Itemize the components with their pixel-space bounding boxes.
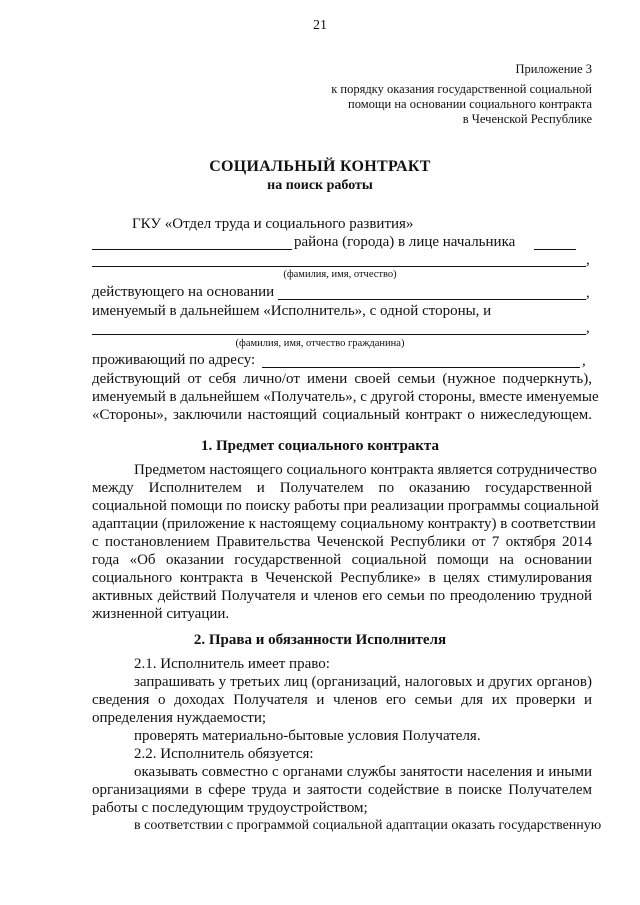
s1-line-9: жизненной ситуации. — [92, 606, 230, 622]
s1-line-7: социального контракта в Чеченской Республике» в целях стимулирования — [92, 570, 592, 586]
appendix-label: Приложение 3 — [515, 62, 592, 76]
preamble-line-3: «Стороны», заключили настоящий социальный контракт о нижеследующем. — [92, 407, 592, 423]
right-line-1: запрашивать у третьих лиц (организаций, налоговых и других органов) — [134, 674, 592, 690]
s1-line-4: адаптации (приложение к настоящему социальному контракту) в соответствии — [92, 516, 596, 532]
head-fio-line — [92, 266, 586, 267]
preamble-line-1: действующий от себя лично/от имени своей семьи (нужное подчеркнуть), — [92, 371, 592, 387]
s1-line-5: с постановлением Правительства Чеченской Республики от 7 октября 2014 — [92, 534, 592, 550]
district-line-text: района (города) в лице начальника — [294, 234, 516, 250]
last-line: в соответствии с программой социальной адаптации оказать государственную — [134, 818, 602, 833]
address-blank — [262, 367, 580, 368]
duty-line-3: работы с последующим трудоустройством; — [92, 800, 368, 816]
contract-subtitle: на поиск работы — [267, 178, 373, 193]
citizen-fio-line — [92, 334, 586, 335]
right-line-2: сведения о доходах Получателя и членов его семьи для их проверки и — [92, 692, 592, 708]
page-number: 21 — [313, 18, 327, 33]
head-name-blank — [534, 249, 576, 250]
section-2-heading: 2. Права и обязанности Исполнителя — [193, 632, 447, 648]
district-blank — [92, 249, 292, 250]
org-name: ГКУ «Отдел труда и социального развития» — [132, 216, 414, 232]
caption-fio: (фамилия, имя, отчество) — [283, 269, 397, 280]
right-line-3: определения нуждаемости; — [92, 710, 267, 726]
appendix-line-2: помощи на основании социального контракта — [348, 97, 592, 111]
residing-text: проживающий по адресу: — [92, 352, 256, 368]
appendix-line-1: к порядку оказания государственной социальной — [331, 82, 592, 96]
contract-title: СОЦИАЛЬНЫЙ КОНТРАКТ — [209, 158, 431, 175]
s1-line-6: года «Об оказании государственной социальной помощи на основании — [92, 552, 592, 568]
check-conditions: проверять материально-бытовые условия Получателя. — [134, 728, 481, 744]
s1-line-8: активных действий Получателя и членов его семьи по преодолению трудной — [92, 588, 592, 604]
duty-line-2: организациями в сфере труда и заятости содействие в поиске Получателем — [92, 782, 592, 798]
s1-line-2: между Исполнителем и Получателем по оказанию государственной — [92, 480, 592, 496]
s1-line-3: социальной помощи по поиску работы при реализации программы социальной — [92, 498, 599, 514]
s1-line-1: Предметом настоящего социального контракта является сотрудничество — [134, 462, 597, 478]
section-1-heading: 1. Предмет социального контракта — [201, 438, 439, 454]
preamble-line-2: именуемый в дальнейшем «Получатель», с другой стороны, вместе именуемые — [92, 389, 599, 405]
duty-line-1: оказывать совместно с органами службы занятости населения и иными — [134, 764, 592, 780]
caption-fio-citizen: (фамилия, имя, отчество гражданина) — [235, 338, 405, 349]
acting-basis-text: действующего на основании — [92, 284, 275, 300]
item-2-2: 2.2. Исполнитель обязуется: — [134, 746, 314, 762]
basis-blank — [278, 299, 586, 300]
appendix-line-3: в Чеченской Республике — [462, 112, 592, 126]
executor-text: именуемый в дальнейшем «Исполнитель», с одной стороны, и — [92, 303, 492, 319]
item-2-1: 2.1. Исполнитель имеет право: — [134, 656, 330, 672]
